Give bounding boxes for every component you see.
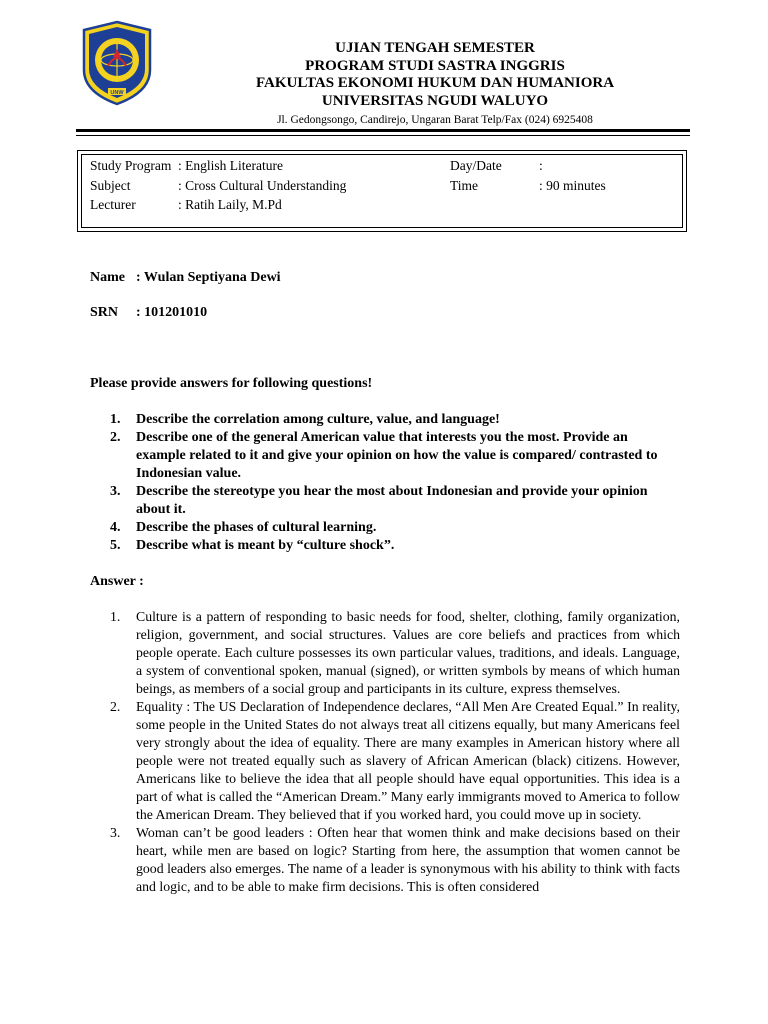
question-text: Describe the stereotype you hear the most about Indonesian and provide your opinion about it. xyxy=(136,484,648,517)
question-number: 2. xyxy=(110,430,121,445)
question-item xyxy=(110,429,680,483)
question-number: 5. xyxy=(110,538,121,553)
answer-item xyxy=(110,608,680,698)
question-text: Describe the phases of cultural learning. xyxy=(136,520,377,535)
document-header xyxy=(200,40,670,128)
day-value: : xyxy=(539,158,543,173)
instruction-text: Please provide answers for following questions! xyxy=(90,376,373,391)
question-item xyxy=(110,537,680,555)
study-program-label: Study Program xyxy=(90,158,172,173)
question-item xyxy=(110,411,680,429)
subject-value: : Cross Cultural Understanding xyxy=(178,178,347,193)
question-number: 1. xyxy=(110,412,121,427)
answer-item xyxy=(110,824,680,896)
question-number: 3. xyxy=(110,484,121,499)
question-item xyxy=(110,519,680,537)
answer-number: 1. xyxy=(110,609,121,624)
header-line-exam: UJIAN TENGAH SEMESTER xyxy=(335,40,535,56)
question-text: Describe one of the general American value that interests you the most. Provide an example related to it and give your opinion on how the value is compared/ contrasted to Indonesian value. xyxy=(136,430,658,481)
study-program-value: : English Literature xyxy=(178,158,283,173)
student-name-row xyxy=(90,270,281,286)
student-srn-label: SRN xyxy=(90,305,119,320)
header-line-program: PROGRAM STUDI SASTRA INGGRIS xyxy=(305,57,565,74)
student-name-label: Name xyxy=(90,270,125,285)
student-srn-row xyxy=(90,305,207,321)
header-rule-thin xyxy=(76,135,690,136)
question-item xyxy=(110,483,680,519)
answer-number: 2. xyxy=(110,699,121,714)
seal-bottom-text: UNW xyxy=(110,90,124,96)
header-rule-thick xyxy=(76,129,690,132)
university-seal-icon xyxy=(80,20,154,106)
answer-text: Woman can’t be good leaders : Often hear that women think and make decisions based on their heart, while men are based on logic? Starting from here, the assumption that women cannot be good leaders also emerges. The name of a leader is synonymous with his ability to think with facts and logic, and to be able to make firm decisions. This is often considered xyxy=(136,825,680,894)
day-label: Day/Date xyxy=(450,158,502,173)
answer-text: Culture is a pattern of responding to basic needs for food, shelter, clothing, family organization, religion, government, and social structures. Values are core beliefs and practices from which people operate. Each culture possesses its own particular values, traditions, and ideals. Language, a system of conventional spoken, manual (signed), or written symbols by means of which human beings, as members of a social group and participants in its culture, express themselves. xyxy=(136,609,680,696)
lecturer-value: : Ratih Laily, M.Pd xyxy=(178,197,282,212)
answer-list xyxy=(110,608,680,896)
student-name-value: : Wulan Septiyana Dewi xyxy=(136,270,281,285)
header-line-faculty: FAKULTAS EKONOMI HUKUM DAN HUMANIORA xyxy=(255,75,615,91)
question-text: Describe the correlation among culture, value, and language! xyxy=(136,412,500,427)
lecturer-label: Lecturer xyxy=(90,197,136,212)
answer-title: Answer : xyxy=(90,574,144,589)
student-srn-value: : 101201010 xyxy=(136,305,208,320)
time-value: : 90 minutes xyxy=(539,178,606,193)
question-text: Describe what is meant by “culture shock”. xyxy=(136,538,395,553)
answer-text: Equality : The US Declaration of Independence declares, “All Men Are Created Equal.” In reality, some people in the United States do not always treat all citizens equally, but many Americans feel very strongly about the idea of equality. There are many examples in American history where all people were not treated equally such as slavery of African American (black) citizens. However, Americans like to believe the idea that all people should have equal opportunities. This idea is a part of what is called the “American Dream.” Many early immigrants moved to America to follow the American Dream. They believed that if you worked hard, you could move up in society. xyxy=(136,699,680,822)
answer-number: 3. xyxy=(110,825,121,840)
time-label: Time xyxy=(450,178,479,193)
header-line-university: UNIVERSITAS NGUDI WALUYO xyxy=(321,92,549,109)
header-address: Jl. Gedongsongo, Candirejo, Ungaran Barat Telp/Fax (024) 6925408 xyxy=(277,114,593,126)
answer-item xyxy=(110,698,680,824)
question-list xyxy=(110,411,680,555)
question-number: 4. xyxy=(110,520,121,535)
subject-label: Subject xyxy=(90,178,131,193)
